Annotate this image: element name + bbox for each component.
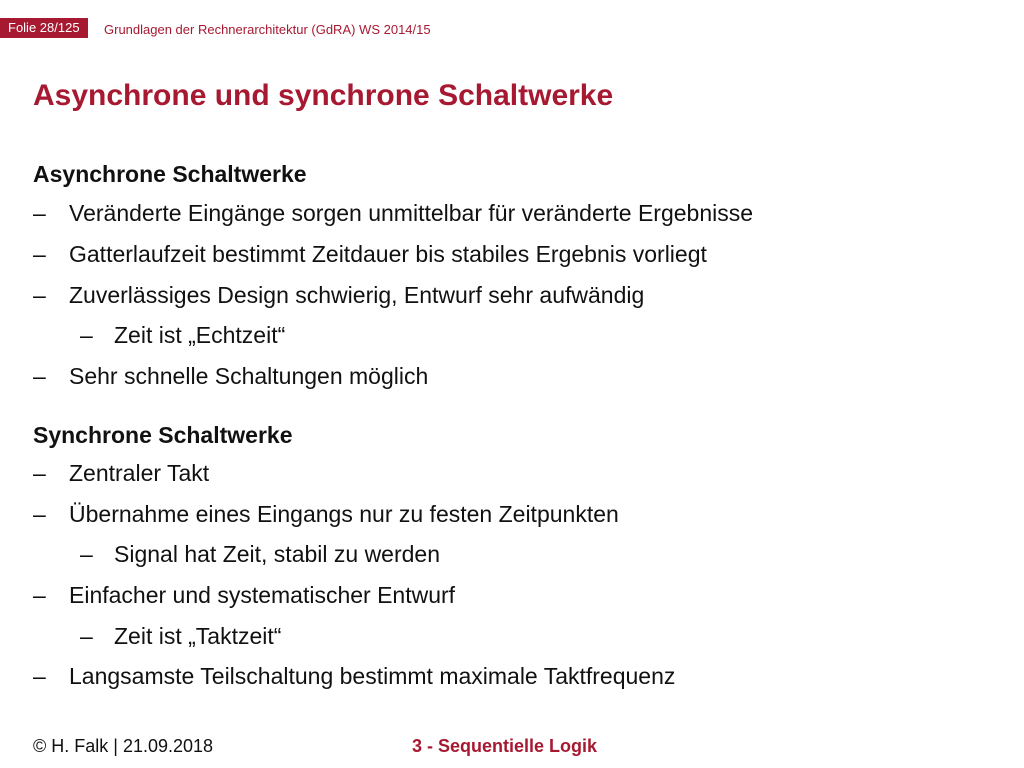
list-item-text: Einfacher und systematischer Entwurf [69,582,456,608]
course-title: Grundlagen der Rechnerarchitektur (GdRA) WS 2014/15 [104,22,431,37]
list-item-text: Veränderte Eingänge sorgen unmittelbar für veränderte Ergebnisse [69,200,754,226]
bullet-dash: – [33,241,46,267]
list-item-text: Zuverlässiges Design schwierig, Entwurf sehr aufwändig [69,282,645,308]
bullet-dash: – [33,582,46,608]
footer-chapter: 3 - Sequentielle Logik [412,736,598,756]
slide-counter: Folie 28/125 [0,18,88,38]
bullet-dash: – [80,322,93,348]
bullet-dash: – [33,200,46,226]
list-item-text: Zeit ist „Echtzeit“ [114,322,286,348]
list-item-text: Gatterlaufzeit bestimmt Zeitdauer bis stabiles Ergebnis vorliegt [69,241,707,267]
footer-author-date: © H. Falk | 21.09.2018 [33,736,214,756]
bullet-dash: – [33,363,46,389]
slide-title: Asynchrone und synchrone Schaltwerke [33,79,614,112]
section-heading-synchronous: Synchrone Schaltwerke [33,422,293,448]
bullet-dash: – [33,282,46,308]
list-item-text: Übernahme eines Eingangs nur zu festen Zeitpunkten [69,501,619,527]
section-heading-asynchronous: Asynchrone Schaltwerke [33,161,307,187]
list-item-text: Langsamste Teilschaltung bestimmt maximale Taktfrequenz [69,663,676,689]
bullet-dash: – [80,541,93,567]
bullet-dash: – [33,460,46,486]
list-item-text: Zentraler Takt [69,460,210,486]
list-item-text: Signal hat Zeit, stabil zu werden [114,541,441,567]
list-item-text: Sehr schnelle Schaltungen möglich [69,363,429,389]
list-item-text: Zeit ist „Taktzeit“ [114,623,282,649]
bullet-dash: – [33,501,46,527]
bullet-dash: – [33,663,46,689]
bullet-dash: – [80,623,93,649]
